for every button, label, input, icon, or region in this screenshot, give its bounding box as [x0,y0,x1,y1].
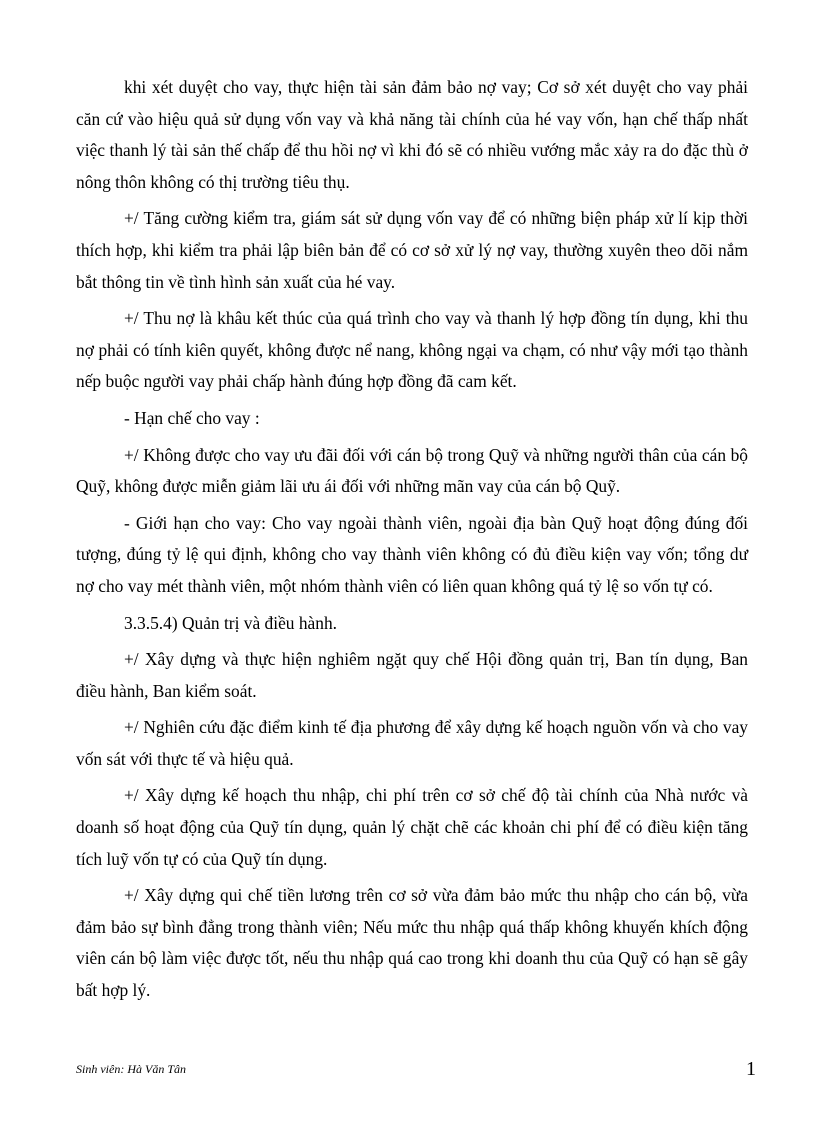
paragraph-local-economy: +/ Nghiên cứu đặc điểm kinh tế địa phương để xây dựng kế hoạch nguồn vốn và cho vay vốn sát với thực tế và hiệu quả. [76,717,748,769]
paragraph-inspection: +/ Tăng cường kiểm tra, giám sát sử dụng vốn vay để có những biện pháp xử lí kịp thời thích hợp, khi kiểm tra phải lập biên bản để có cơ sở xử lý nợ vay, thường xuyên theo dõi nắm bắt thông tin về tình hình sản xuất của hé vay. [76,208,748,292]
paragraph-loan-approval: khi xét duyệt cho vay, thực hiện tài sản đảm bảo nợ vay; Cơ sở xét duyệt cho vay phải căn cứ vào hiệu quả sử dụng vốn vay và khả năng tài chính của hé vay vốn, hạn chế thấp nhất việc thanh lý tài sản thế chấp để thu hồi nợ vì khi đó sẽ có nhiều vướng mắc xảy ra do đặc thù ở nông thôn không có thị trường tiêu thụ. [76,77,748,192]
page-body [76,72,748,1012]
paragraph-debt-collection: +/ Thu nợ là khâu kết thúc của quá trình cho vay và thanh lý hợp đồng tín dụng, khi thu nợ phải có tính kiên quyết, không được nể nang, không ngại va chạm, có như vậy mới tạo thành nếp buộc người vay phải chấp hành đúng hợp đồng đã cam kết. [76,308,748,392]
section-heading-governance: 3.3.5.4) Quản trị và điều hành. [124,612,337,633]
paragraph-lending-limits: - Giới hạn cho vay: Cho vay ngoài thành viên, ngoài địa bàn Quỹ hoạt động đúng đối tượng, đúng tỷ lệ qui định, không cho vay thành viên không có đủ điều kiện vay vốn; tổng dư nợ cho vay mét thành viên, một nhóm thành viên có liên quan không quá tỷ lệ so vốn tự có. [76,512,748,596]
footer-author: Sinh viên: Hà Văn Tân [76,1062,186,1076]
page-footer [76,1058,756,1082]
paragraph-no-preferential-loans: +/ Không được cho vay ưu đãi đối với cán bộ trong Quỹ và những người thân của cán bộ Quỹ, không được miễn giảm lãi ưu ái đối với những mãn vay của cán bộ Quỹ. [76,444,748,497]
paragraph-salary-regulation: +/ Xây dựng qui chế tiền lương trên cơ sở vừa đảm bảo mức thu nhập cho cán bộ, vừa đảm bảo sự bình đẳng trong thành viên; Nếu mức thu nhập quá thấp không khuyến khích động viên cán bộ làm việc được tốt, nếu thu nhập quá cao trong khi doanh thu của Quỹ có hạn sẽ gây bất hợp lý. [76,885,748,1001]
page-number: 1 [746,1058,756,1080]
paragraph-lending-restriction-heading: - Hạn chế cho vay : [124,407,260,428]
paragraph-income-expense-plan: +/ Xây dựng kế hoạch thu nhập, chi phí trên cơ sở chế độ tài chính của Nhà nước và doanh số hoạt động của Quỹ tín dụng, quản lý chặt chẽ các khoản chi phí để có điều kiện tăng tích luỹ vốn tự có của Quỹ tín dụng. [76,785,748,869]
paragraph-board-regulations: +/ Xây dựng và thực hiện nghiêm ngặt quy chế Hội đồng quản trị, Ban tín dụng, Ban điều hành, Ban kiểm soát. [76,649,748,701]
